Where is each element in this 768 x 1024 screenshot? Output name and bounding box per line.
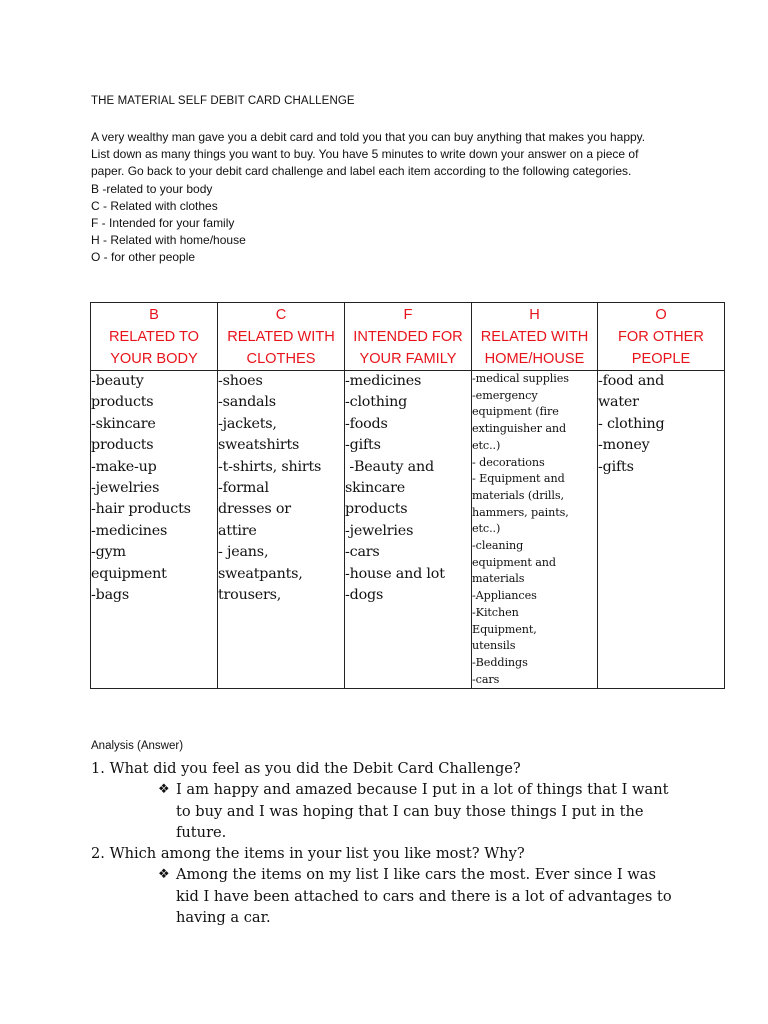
- question-2: 2. Which among the items in your list you like most? Why?: [91, 845, 525, 863]
- table-cell-item: -money: [598, 437, 650, 454]
- table-cell-item: sweatpants,: [218, 565, 303, 582]
- table-cell-item: -medicines: [91, 522, 168, 539]
- table-cell-item: - jeans,: [218, 544, 269, 561]
- answer-2: [158, 864, 711, 928]
- table-cell-item: -beauty: [91, 373, 144, 389]
- header-letter: B: [149, 307, 159, 323]
- header-label: YOUR BODY: [110, 351, 198, 367]
- table-cell-item: dresses or: [218, 501, 291, 518]
- table-cell-item: -Beauty and: [345, 458, 434, 475]
- table-cell-item: -make-up: [91, 458, 157, 475]
- table-cell-item: materials: [472, 572, 525, 586]
- table-cell-item: -cars: [345, 544, 380, 561]
- table-header-row: [91, 303, 725, 371]
- table-cell-item: -Beddings: [472, 655, 528, 669]
- header-label: HOME/HOUSE: [484, 351, 585, 367]
- table-cell-item: skincare: [345, 480, 406, 497]
- table-cell-item: sweatshirts: [218, 437, 300, 454]
- answer-line: I am happy and amazed because I put in a lot of things that I want: [176, 781, 669, 799]
- table-cell-item: water: [598, 394, 639, 411]
- intro-line: paper. Go back to your debit card challenge and label each item according to the following categories.: [91, 164, 632, 179]
- table-cell-item: etc..): [472, 522, 501, 536]
- table-cell-item: - Equipment and: [472, 472, 565, 486]
- header-label: RELATED WITH: [480, 329, 589, 345]
- table-cell-item: -gifts: [598, 458, 634, 475]
- column-f-items: [345, 371, 472, 689]
- header-letter: C: [275, 307, 287, 323]
- table-cell-item: hammers, paints,: [472, 505, 569, 519]
- table-cell-item: -bags: [91, 587, 129, 604]
- header-letter: O: [655, 307, 667, 323]
- table-cell-item: -formal: [218, 480, 269, 497]
- table-cell-item: -clothing: [345, 394, 408, 411]
- answer-line: having a car.: [176, 909, 271, 927]
- header-h: [472, 303, 598, 371]
- answer-1-text: [176, 779, 676, 843]
- header-label: RELATED TO: [108, 329, 200, 345]
- table-cell-item: -medical supplies: [472, 372, 569, 385]
- table-cell-item: -shoes: [218, 373, 263, 389]
- table-cell-item: -Kitchen: [472, 605, 519, 619]
- table-body-row: [91, 371, 725, 689]
- header-label: PEOPLE: [631, 351, 691, 367]
- intro-paragraph: [91, 129, 711, 267]
- table-cell-item: -emergency: [472, 388, 538, 402]
- table-cell-item: Equipment,: [472, 622, 537, 636]
- header-label: YOUR FAMILY: [359, 351, 457, 367]
- category-f-definition: F - Intended for your family: [91, 216, 235, 231]
- header-label: RELATED WITH: [227, 329, 335, 345]
- table-cell-item: -foods: [345, 415, 388, 432]
- header-f: [345, 303, 472, 371]
- table-cell-item: products: [91, 394, 154, 411]
- category-c-definition: C - Related with clothes: [91, 198, 218, 213]
- table-cell-item: -jackets,: [218, 415, 277, 432]
- header-letter: F: [403, 307, 413, 323]
- intro-line: List down as many things you want to buy. You have 5 minutes to write down your answer on a piece of: [91, 147, 639, 162]
- analysis-section: [91, 758, 711, 928]
- answer-line: Among the items on my list I like cars the most. Ever since I was: [176, 866, 656, 884]
- header-letter: H: [529, 307, 540, 323]
- category-h-definition: H - Related with home/house: [91, 233, 246, 248]
- table-cell-item: -jewelries: [345, 522, 414, 539]
- column-o-items: [598, 371, 725, 689]
- table-cell-item: -food and: [598, 373, 665, 389]
- category-b-definition: B -related to your body: [91, 181, 213, 196]
- header-b: [91, 303, 218, 371]
- analysis-label: Analysis (Answer): [91, 740, 184, 752]
- table-cell-item: -cleaning: [472, 539, 524, 553]
- table-cell-item: attire: [218, 522, 257, 539]
- diamond-bullet-icon: ❖: [158, 782, 170, 798]
- diamond-bullet-icon: ❖: [158, 867, 170, 883]
- table-cell-item: materials (drills,: [472, 488, 564, 502]
- table-cell-item: etc..): [472, 438, 501, 452]
- question-1: 1. What did you feel as you did the Debit Card Challenge?: [91, 760, 521, 777]
- header-c: [218, 303, 345, 371]
- table-cell-item: -hair products: [91, 501, 191, 518]
- header-label: INTENDED FOR: [353, 329, 463, 345]
- table-cell-item: -t-shirts, shirts: [218, 458, 322, 475]
- answer-line: future.: [176, 823, 227, 841]
- table-cell-item: - clothing: [598, 415, 665, 432]
- table-cell-item: -Appliances: [472, 589, 537, 603]
- table-cell-item: -house and lot: [345, 565, 445, 582]
- header-label: FOR OTHER: [618, 329, 704, 345]
- intro-line: A very wealthy man gave you a debit card and told you that you can buy anything that makes you happy.: [91, 130, 646, 144]
- answer-line: to buy and I was hoping that I can buy those things I put in the: [176, 802, 644, 820]
- table-cell-item: -gym: [91, 544, 126, 561]
- category-table: [90, 302, 725, 689]
- table-cell-item: -cars: [472, 672, 500, 686]
- answer-2-text: [176, 864, 676, 928]
- answer-line: kid I have been attached to cars and there is a lot of advantages to: [176, 887, 672, 905]
- table-cell-item: equipment and: [472, 555, 556, 569]
- table-cell-item: -jewelries: [91, 480, 160, 497]
- category-o-definition: O - for other people: [91, 250, 196, 265]
- column-c-items: [218, 371, 345, 689]
- table-cell-item: trousers,: [218, 587, 282, 604]
- header-o: [598, 303, 725, 371]
- table-cell-item: products: [91, 437, 154, 454]
- table-cell-item: equipment: [91, 565, 167, 582]
- table-cell-item: -dogs: [345, 587, 384, 604]
- column-h-items: [472, 371, 598, 689]
- table-cell-item: extinguisher and: [472, 422, 567, 436]
- column-b-items: [91, 371, 218, 689]
- answer-1: [158, 779, 711, 843]
- table-cell-item: equipment (fire: [472, 405, 559, 419]
- document-title: THE MATERIAL SELF DEBIT CARD CHALLENGE: [91, 95, 355, 107]
- header-label: CLOTHES: [246, 351, 316, 367]
- table-cell-item: -sandals: [218, 394, 276, 411]
- table-cell-item: -gifts: [345, 437, 381, 454]
- table-cell-item: utensils: [472, 639, 516, 653]
- table-cell-item: -skincare: [91, 415, 156, 432]
- table-cell-item: -medicines: [345, 373, 422, 389]
- table-cell-item: - decorations: [472, 455, 545, 469]
- table-cell-item: products: [345, 501, 408, 518]
